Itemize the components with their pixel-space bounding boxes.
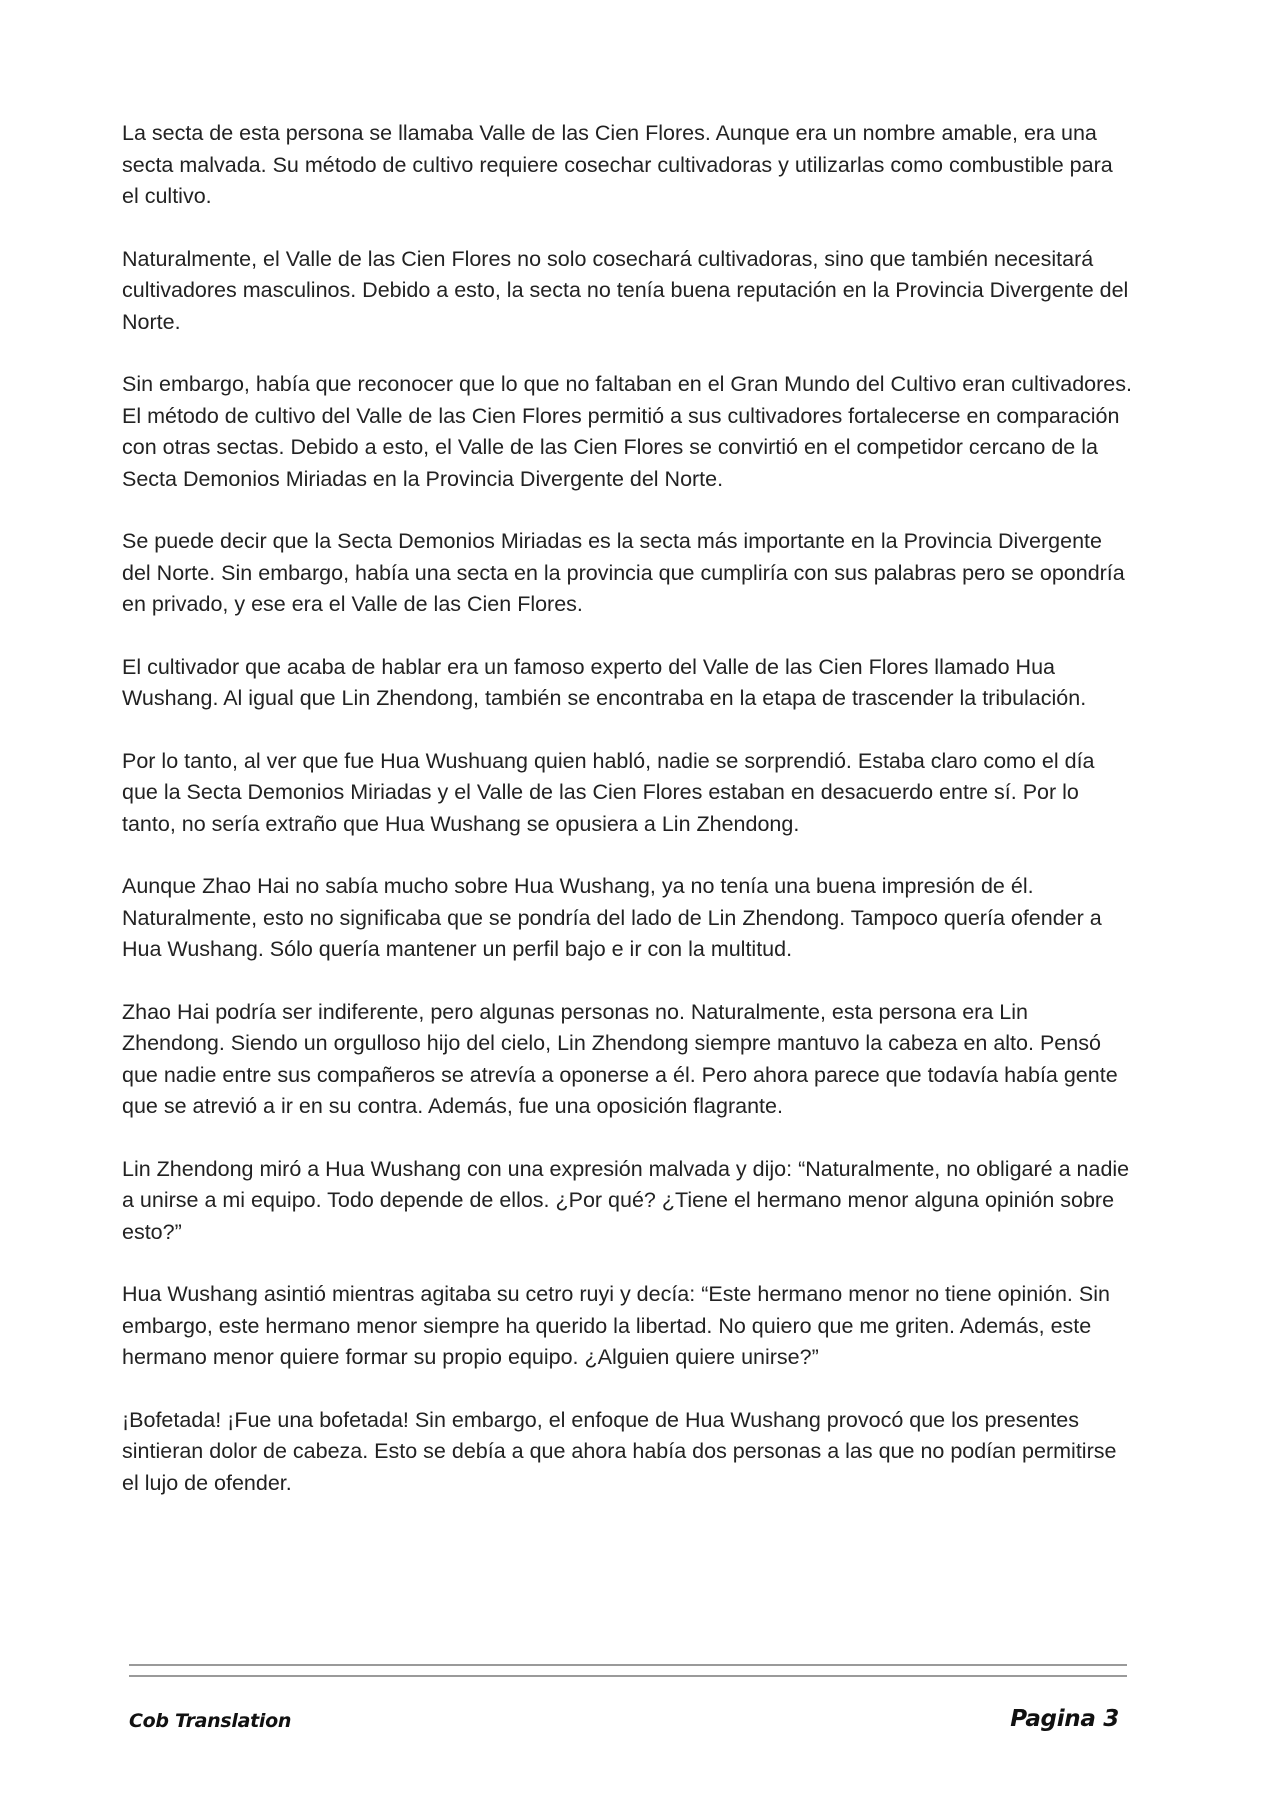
footer-page-number: Pagina 3 bbox=[1010, 1706, 1119, 1732]
paragraph: Naturalmente, el Valle de las Cien Flores no solo cosechará cultivadoras, sino que también necesitará cultivadores masculinos. Debido a esto, la secta no tenía buena reputación en la Provincia Divergente del Norte. bbox=[122, 246, 1129, 334]
paragraph: Sin embargo, había que reconocer que lo que no faltaban en el Gran Mundo del Cultivo eran cultivadores. El método de cultivo del Valle de las Cien Flores permitió a sus cultivadores fortalecerse en comparación con otras sectas. Debido a esto, el Valle de las Cien Flores se convirtió en el competidor cercano de la Secta Demonios Miriadas en la Provincia Divergente del Norte. bbox=[122, 372, 1132, 491]
paragraph: Aunque Zhao Hai no sabía mucho sobre Hua Wushang, ya no tenía una buena impresión de él. Naturalmente, esto no significaba que se pondría del lado de Lin Zhendong. Tampoco quería ofender a Hua Wushang. Sólo quería mantener un perfil bajo e ir con la multitud. bbox=[122, 874, 1102, 961]
footer-divider-top bbox=[129, 1664, 1127, 1666]
footer-translator-credit: Cob Translation bbox=[129, 1710, 292, 1732]
paragraph: ¡Bofetada! ¡Fue una bofetada! Sin embargo, el enfoque de Hua Wushang provocó que los presentes sintieran dolor de cabeza. Esto se debía a que ahora había dos personas a las que no podían permitirse el lujo de ofender. bbox=[122, 1407, 1117, 1495]
paragraph: El cultivador que acaba de hablar era un famoso experto del Valle de las Cien Flores llamado Hua Wushang. Al igual que Lin Zhendong, también se encontraba en la etapa de trascender la tribulación. bbox=[122, 654, 1087, 710]
paragraph: Hua Wushang asintió mientras agitaba su cetro ruyi y decía: “Este hermano menor no tiene opinión. Sin embargo, este hermano menor siempre ha querido la libertad. No quiero que me griten. Además, este hermano menor quiere formar su propio equipo. ¿Alguien quiere unirse?” bbox=[122, 1282, 1110, 1369]
paragraph: Por lo tanto, al ver que fue Hua Wushuang quien habló, nadie se sorprendió. Estaba claro como el día que la Secta Demonios Miriadas y el Valle de las Cien Flores estaban en desacuerdo entre sí. Por lo tanto, no sería extraño que Hua Wushang se opusiera a Lin Zhendong. bbox=[122, 748, 1095, 836]
paragraph: La secta de esta persona se llamaba Valle de las Cien Flores. Aunque era un nombre amable, era una secta malvada. Su método de cultivo requiere cosechar cultivadoras y utilizarlas como combustible para el cultivo. bbox=[122, 121, 1113, 208]
paragraph: Lin Zhendong miró a Hua Wushang con una expresión malvada y dijo: “Naturalmente, no obligaré a nadie a unirse a mi equipo. Todo depende de ellos. ¿Por qué? ¿Tiene el hermano menor alguna opinión sobre esto?” bbox=[122, 1156, 1130, 1244]
paragraph: Zhao Hai podría ser indiferente, pero algunas personas no. Naturalmente, esta persona era Lin Zhendong. Siendo un orgulloso hijo del cielo, Lin Zhendong siempre mantuvo la cabeza en alto. Pensó que nadie entre sus compañeros se atrevía a oponerse a él. Pero ahora parece que todavía había gente que se atrevió a ir en su contra. Además, fue una oposición flagrante. bbox=[122, 999, 1118, 1118]
paragraph: Se puede decir que la Secta Demonios Miriadas es la secta más importante en la Provincia Divergente del Norte. Sin embargo, había una secta en la provincia que cumpliría con sus palabras pero se opondría en privado, y ese era el Valle de las Cien Flores. bbox=[122, 529, 1125, 616]
document-body bbox=[122, 118, 1132, 1530]
footer-divider-bottom bbox=[129, 1675, 1127, 1677]
